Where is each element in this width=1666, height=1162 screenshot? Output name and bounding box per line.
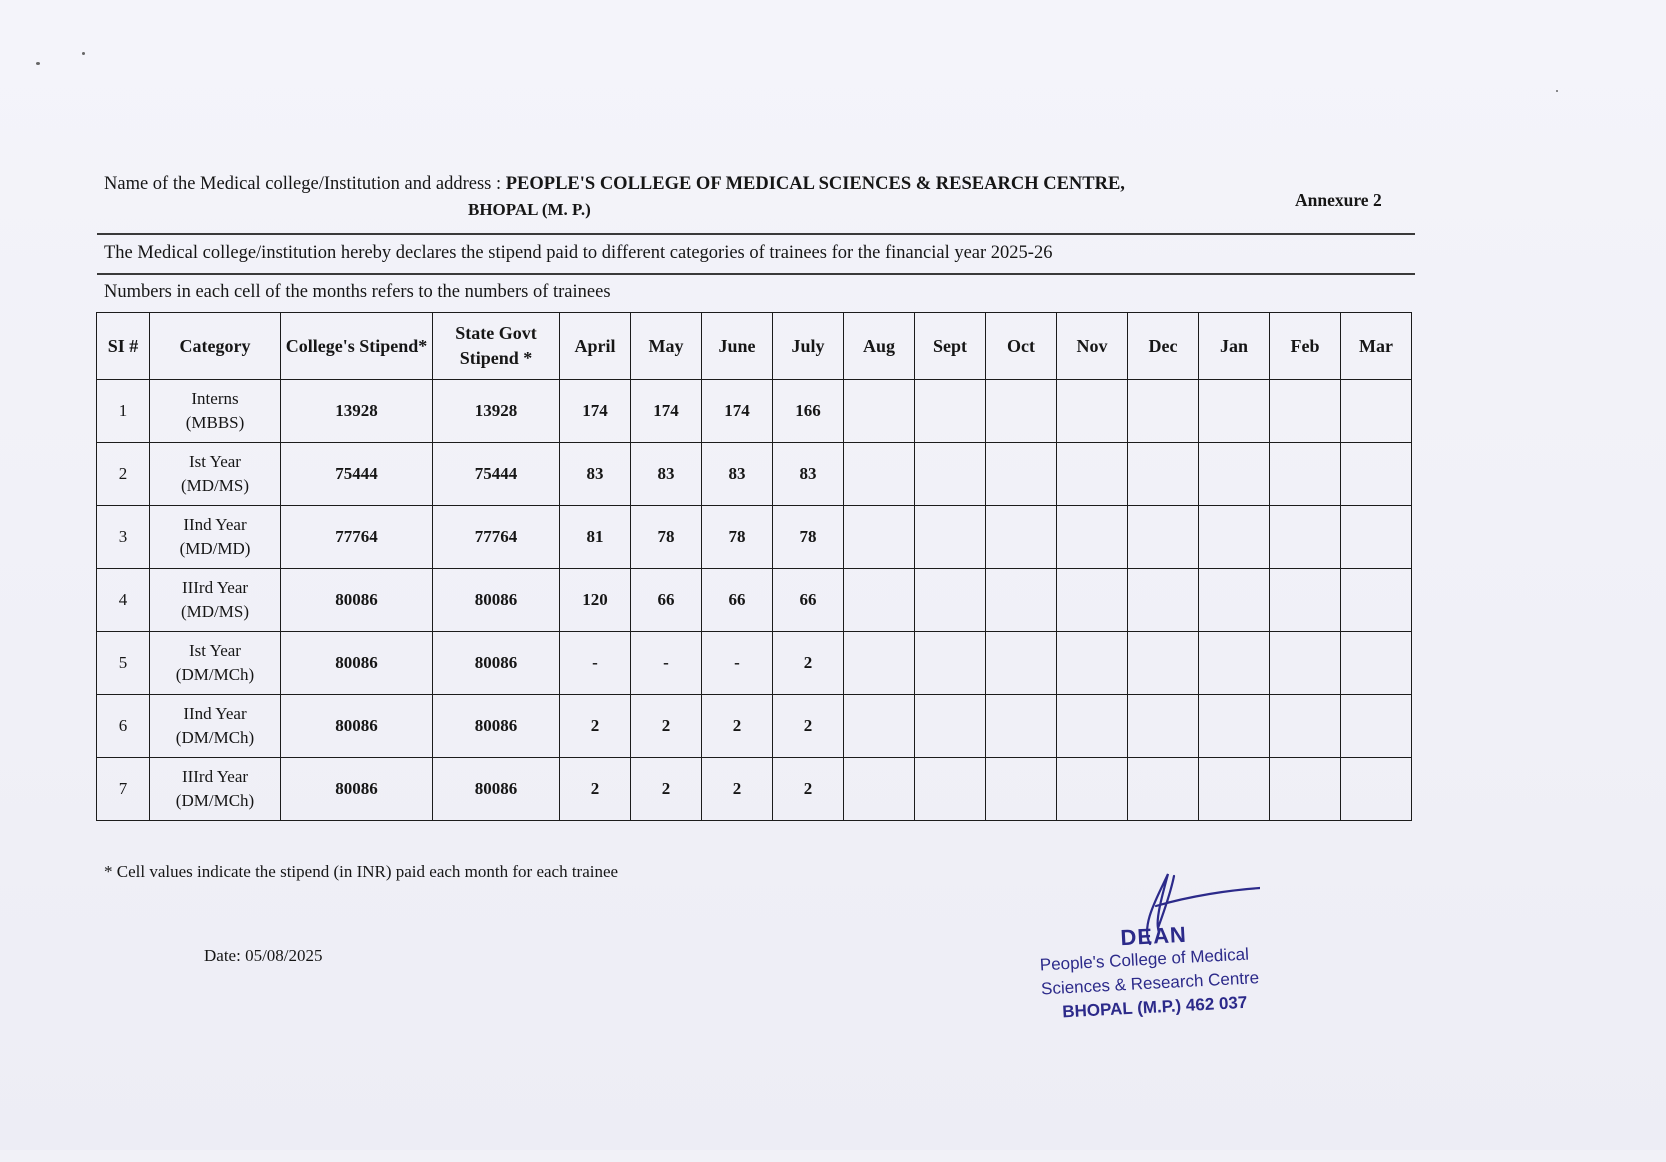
cell-month: [1341, 632, 1412, 695]
cell-month: [1341, 506, 1412, 569]
table-body: [97, 380, 1412, 821]
header-month: Aug: [844, 313, 915, 380]
scan-speck: [36, 62, 40, 65]
institution-line: [104, 174, 1125, 195]
cell-month: 2: [560, 695, 631, 758]
cell-sl: 7: [97, 758, 150, 821]
cell-month: [1270, 758, 1341, 821]
cell-month: 78: [702, 506, 773, 569]
cell-state-stipend: 80086: [433, 569, 560, 632]
category-line: IIIrd Year: [181, 767, 249, 786]
divider: [97, 233, 1415, 235]
cell-month: [915, 758, 986, 821]
cell-month: [1341, 569, 1412, 632]
cell-month: [1057, 380, 1128, 443]
cell-month: [1128, 632, 1199, 695]
cell-month: [1057, 758, 1128, 821]
cell-month: [1270, 632, 1341, 695]
cell-college-stipend: 75444: [281, 443, 433, 506]
institution-name: PEOPLE'S COLLEGE OF MEDICAL SCIENCES & RESEARCH CENTRE,: [505, 174, 1125, 194]
cell-sl: 5: [97, 632, 150, 695]
cell-month: 2: [773, 632, 844, 695]
cell-month: [844, 443, 915, 506]
stamp-line: Sciences & Research Centre: [1040, 968, 1260, 999]
header-month: May: [631, 313, 702, 380]
header-month: Nov: [1057, 313, 1128, 380]
table-row: [97, 380, 1412, 443]
cell-month: 2: [560, 758, 631, 821]
category-line: (MD/MS): [180, 476, 249, 495]
scan-speck: [1556, 90, 1558, 92]
institution-label: Name of the Medical college/Institution and address :: [104, 174, 506, 194]
cell-month: [1057, 569, 1128, 632]
cell-category: [150, 758, 281, 821]
cell-college-stipend: 80086: [281, 758, 433, 821]
stamp-line: People's College of Medical: [1039, 944, 1250, 975]
header-month: July: [773, 313, 844, 380]
table-row: [97, 695, 1412, 758]
cell-month: [1270, 443, 1341, 506]
cell-month: 120: [560, 569, 631, 632]
header-month: Jan: [1199, 313, 1270, 380]
category-line: (MD/MS): [180, 602, 249, 621]
footnote: * Cell values indicate the stipend (in INR) paid each month for each trainee: [104, 862, 619, 881]
cell-month: [986, 695, 1057, 758]
cell-sl: 3: [97, 506, 150, 569]
cell-month: [844, 569, 915, 632]
cell-month: 2: [702, 758, 773, 821]
cell-sl: 6: [97, 695, 150, 758]
cell-college-stipend: 13928: [281, 380, 433, 443]
category-line: (DM/MCh): [175, 791, 255, 810]
cell-month: [1341, 695, 1412, 758]
cell-college-stipend: 80086: [281, 695, 433, 758]
cell-month: 66: [773, 569, 844, 632]
cell-month: 81: [560, 506, 631, 569]
cell-month: [915, 380, 986, 443]
category-line: (MD/MD): [179, 539, 251, 558]
cell-month: [1199, 569, 1270, 632]
table-row: [97, 569, 1412, 632]
cell-month: [844, 695, 915, 758]
category-line: Ist Year: [189, 452, 241, 471]
cell-month: [986, 443, 1057, 506]
cell-month: [844, 632, 915, 695]
cell-month: 174: [702, 380, 773, 443]
cell-month: [1270, 506, 1341, 569]
category-line: (MBBS): [185, 413, 245, 432]
cell-month: 78: [631, 506, 702, 569]
cell-month: 83: [560, 443, 631, 506]
cell-college-stipend: 80086: [281, 632, 433, 695]
cell-category: [150, 443, 281, 506]
document-date: Date: 05/08/2025: [204, 946, 323, 965]
stamp-title: DEAN: [1119, 921, 1188, 951]
cell-month: [1057, 632, 1128, 695]
table-header-row: [97, 313, 1412, 380]
cell-month: 66: [702, 569, 773, 632]
cell-month: [1270, 569, 1341, 632]
cell-month: [844, 380, 915, 443]
cell-month: -: [702, 632, 773, 695]
header-month: April: [560, 313, 631, 380]
cell-category: [150, 506, 281, 569]
cell-month: 2: [773, 695, 844, 758]
category-line: IIIrd Year: [181, 578, 249, 597]
cell-sl: 2: [97, 443, 150, 506]
institution-city: BHOPAL (M. P.): [468, 200, 591, 219]
cell-state-stipend: 13928: [433, 380, 560, 443]
cell-month: [844, 506, 915, 569]
cell-month: [1199, 443, 1270, 506]
category-line: IInd Year: [183, 704, 247, 723]
cell-month: [986, 506, 1057, 569]
cell-month: 78: [773, 506, 844, 569]
cell-sl: 1: [97, 380, 150, 443]
cell-month: [1057, 443, 1128, 506]
header-month: Dec: [1128, 313, 1199, 380]
cell-month: 2: [773, 758, 844, 821]
header-month: Mar: [1341, 313, 1412, 380]
table-row: [97, 758, 1412, 821]
cell-month: [915, 506, 986, 569]
cell-month: [1057, 695, 1128, 758]
cell-month: 2: [702, 695, 773, 758]
divider: [97, 273, 1415, 275]
category-line: (DM/MCh): [175, 728, 255, 747]
cell-month: [986, 380, 1057, 443]
cell-college-stipend: 77764: [281, 506, 433, 569]
cell-category: [150, 695, 281, 758]
category-line: IInd Year: [183, 515, 247, 534]
cell-month: [1341, 443, 1412, 506]
cell-month: 174: [631, 380, 702, 443]
header-month: Sept: [915, 313, 986, 380]
cell-month: [1270, 695, 1341, 758]
header-month: Feb: [1270, 313, 1341, 380]
header-month: Oct: [986, 313, 1057, 380]
cell-month: 174: [560, 380, 631, 443]
cell-state-stipend: 75444: [433, 443, 560, 506]
cell-month: [1199, 380, 1270, 443]
cell-state-stipend: 80086: [433, 632, 560, 695]
cell-category: [150, 569, 281, 632]
numbers-note: Numbers in each cell of the months refers to the numbers of trainees: [104, 282, 611, 302]
cell-month: [915, 443, 986, 506]
cell-category: [150, 380, 281, 443]
cell-month: [1128, 506, 1199, 569]
declaration-text: The Medical college/institution hereby declares the stipend paid to different categories of trainees for the financial year 2025-26: [104, 243, 1053, 263]
cell-category: [150, 632, 281, 695]
cell-month: [986, 632, 1057, 695]
cell-month: [915, 695, 986, 758]
header-sl: SI #: [97, 313, 150, 380]
category-line: Interns: [191, 389, 239, 408]
cell-month: [986, 569, 1057, 632]
cell-month: [1128, 380, 1199, 443]
cell-month: 2: [631, 695, 702, 758]
cell-month: [1199, 695, 1270, 758]
table-row: [97, 443, 1412, 506]
header-state-stipend: State Govt Stipend *: [433, 313, 560, 380]
cell-month: [1057, 506, 1128, 569]
cell-month: 83: [773, 443, 844, 506]
cell-month: 2: [631, 758, 702, 821]
cell-month: [915, 569, 986, 632]
scan-speck: [82, 52, 85, 55]
cell-state-stipend: 80086: [433, 758, 560, 821]
category-line: (DM/MCh): [175, 665, 255, 684]
cell-college-stipend: 80086: [281, 569, 433, 632]
header-month: June: [702, 313, 773, 380]
stipend-table: [96, 312, 1412, 821]
cell-month: [1341, 380, 1412, 443]
category-line: Ist Year: [189, 641, 241, 660]
cell-month: 166: [773, 380, 844, 443]
cell-month: [1270, 380, 1341, 443]
stamp-line: BHOPAL (M.P.) 462 037: [1061, 992, 1248, 1022]
cell-month: -: [631, 632, 702, 695]
cell-month: [915, 632, 986, 695]
cell-month: 83: [702, 443, 773, 506]
cell-month: [1199, 506, 1270, 569]
cell-state-stipend: 80086: [433, 695, 560, 758]
header-category: Category: [150, 313, 281, 380]
cell-month: [1341, 758, 1412, 821]
dean-stamp: [1030, 916, 1295, 1039]
table-row: [97, 506, 1412, 569]
cell-sl: 4: [97, 569, 150, 632]
cell-month: 66: [631, 569, 702, 632]
cell-month: [1128, 443, 1199, 506]
cell-month: [1128, 758, 1199, 821]
cell-month: [844, 758, 915, 821]
cell-month: [1128, 695, 1199, 758]
header-college-stipend: College's Stipend*: [281, 313, 433, 380]
annexure-label: Annexure 2: [1295, 190, 1382, 210]
cell-month: [1199, 632, 1270, 695]
cell-state-stipend: 77764: [433, 506, 560, 569]
cell-month: -: [560, 632, 631, 695]
cell-month: 83: [631, 443, 702, 506]
table-row: [97, 632, 1412, 695]
cell-month: [986, 758, 1057, 821]
cell-month: [1199, 758, 1270, 821]
cell-month: [1128, 569, 1199, 632]
